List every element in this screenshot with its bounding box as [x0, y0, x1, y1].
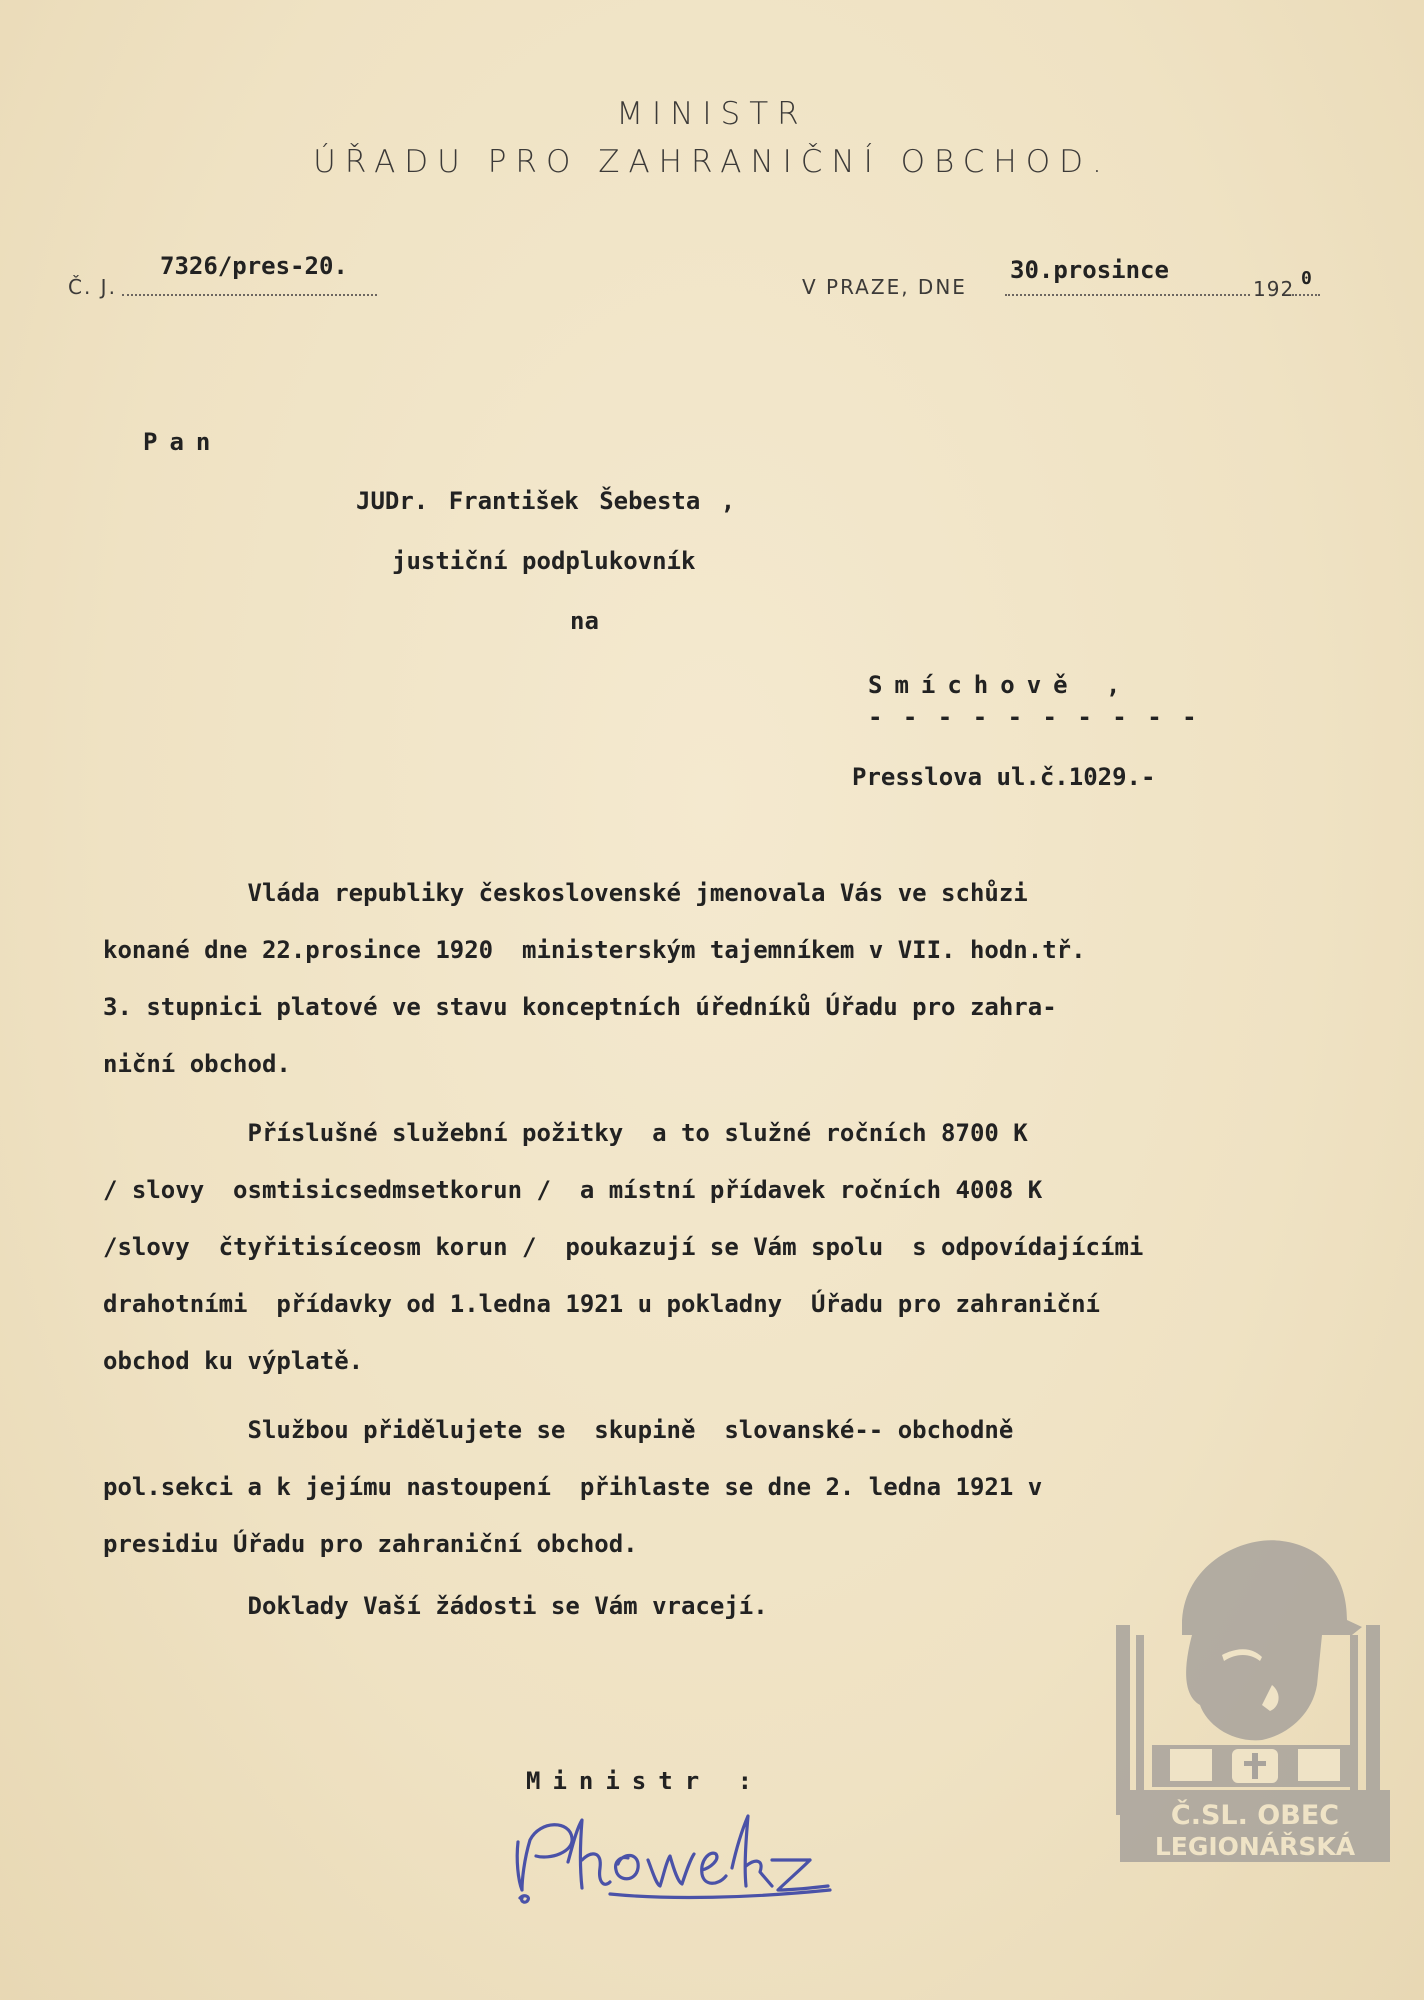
reference-number: 7326/pres-20. — [160, 252, 348, 280]
recipient-title: justiční podplukovník — [392, 547, 696, 575]
text-line: konané dne 22.prosince 1920 ministerským tajemníkem v VII. hodn.tř. — [103, 936, 1086, 964]
text-line: presidiu Úřadu pro zahraniční obchod. — [103, 1530, 638, 1558]
text-line: niční obchod. — [103, 1050, 291, 1078]
text-line: Vláda republiky československé jmenovala Vás ve schůzi — [103, 879, 1028, 907]
place-underline: - - - - - - - - - - — [868, 703, 1200, 731]
recipient-preposition: na — [570, 607, 599, 635]
letterhead-office: ÚŘADU PRO ZAHRANIČNÍ OBCHOD. — [313, 144, 1111, 180]
year-dotted-line — [1292, 294, 1320, 296]
stamp-text-line1: Č.SL. OBEC — [1170, 1800, 1340, 1831]
handwritten-signature — [510, 1790, 870, 1910]
date-label: V PRAZE, DNE — [802, 275, 967, 299]
text-line: drahotními přídavky od 1.ledna 1921 u pokladny Úřadu pro zahraniční — [103, 1290, 1100, 1318]
paragraph-appointment — [103, 865, 1403, 1093]
date-value: 30.prosince — [1010, 256, 1169, 284]
reference-label: Č. J. — [68, 275, 117, 299]
text-line: / slovy osmtisicsedmsetkorun / a místní přídavek ročních 4008 K — [103, 1176, 1043, 1204]
salutation: Pan — [143, 428, 223, 456]
date-year-prefix: 192 — [1253, 277, 1295, 301]
reference-dotted-line — [122, 294, 377, 296]
text-line: Příslušné služební požitky a to služné ročních 8700 K — [103, 1119, 1028, 1147]
date-dotted-line — [1005, 294, 1250, 296]
paragraph-salary — [103, 1105, 1403, 1390]
legion-stamp-logo — [1112, 1535, 1398, 1865]
text-line: pol.sekci a k jejímu nastoupení přihlaste se dne 2. ledna 1921 v — [103, 1473, 1043, 1501]
text-line: obchod ku výplatě. — [103, 1347, 364, 1375]
text-line: Doklady Vaší žádosti se Vám vracejí. — [103, 1592, 768, 1620]
letterhead-title: MINISTR — [616, 96, 808, 132]
date-year-suffix: 0 — [1301, 268, 1312, 289]
text-line: /slovy čtyřitisíceosm korun / poukazují se Vám spolu s odpovídajícími — [103, 1233, 1144, 1261]
stamp-text-line2: LEGIONÁŘSKÁ — [1154, 1832, 1356, 1861]
recipient-name: JUDr. František Šebesta , — [356, 487, 736, 515]
text-line: Službou přidělujete se skupině slovanské-- obchodně — [103, 1416, 1014, 1444]
text-line: 3. stupnici platové ve stavu konceptních úředníků Úřadu pro zahra- — [103, 993, 1057, 1021]
recipient-street: Presslova ul.č.1029.- — [852, 763, 1156, 791]
recipient-place: Smíchově , — [868, 671, 1133, 699]
signatory-title: Ministr : — [526, 1767, 765, 1795]
